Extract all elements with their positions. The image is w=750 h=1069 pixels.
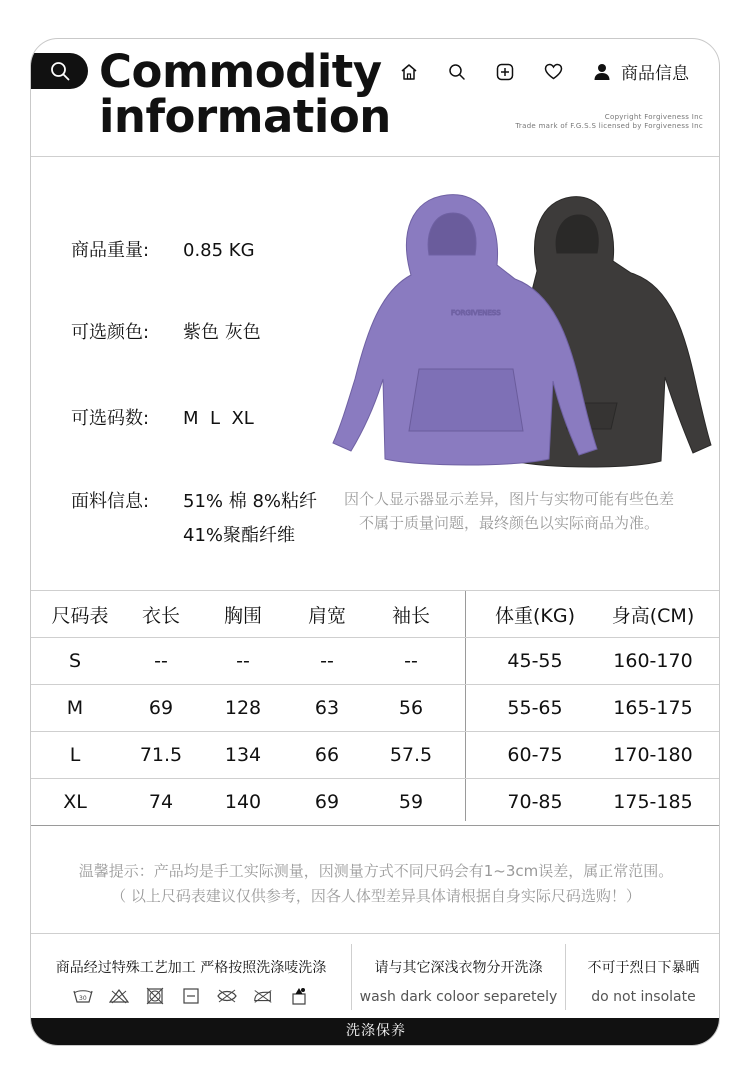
table-cell: 160-170: [613, 650, 693, 672]
product-info-section: [31, 157, 720, 591]
measurement-tips: [31, 822, 720, 934]
table-cell: 60-75: [507, 744, 563, 766]
table-cell: 140: [224, 791, 262, 813]
size-label-cell: XL: [63, 791, 87, 813]
care-col-sun: [566, 934, 720, 1018]
info-value: 51% 棉 8%粘纤: [183, 491, 318, 512]
info-row-fabric: [71, 487, 317, 547]
table-cell: 165-175: [613, 697, 693, 719]
svg-text:30: 30: [79, 995, 87, 1002]
top-nav: [399, 59, 689, 84]
table-row: [31, 779, 720, 826]
table-header: 衣长: [141, 604, 180, 627]
table-cell: 45-55: [507, 650, 563, 672]
table-cell: 57.5: [389, 744, 433, 766]
commodity-card: [30, 38, 720, 1046]
color-disclaimer: [329, 487, 689, 535]
home-icon[interactable]: [399, 62, 419, 82]
hang-dry-icon: [288, 987, 310, 1005]
title-line-2: information: [99, 90, 391, 143]
table-row: [31, 685, 720, 732]
table-cell: 59: [398, 791, 424, 813]
hoodies-image: [301, 193, 720, 473]
search-icon: [50, 61, 70, 81]
tips-line-1: 温馨提示：产品均是手工实际测量，因测量方式不同尺码会有1~3cm误差，属正常范围。: [78, 862, 674, 880]
info-key: 可选码数:: [71, 408, 150, 429]
footer-bar: 洗涤保养: [31, 1018, 720, 1046]
info-row-colors: [71, 318, 261, 344]
table-header: 身高(CM): [611, 604, 695, 627]
care-section: [31, 934, 720, 1018]
user-icon: [593, 63, 611, 81]
table-cell: 63: [314, 697, 340, 719]
table-header: 袖长: [391, 604, 430, 627]
info-key: 面料信息:: [71, 491, 150, 512]
table-cell: 71.5: [139, 744, 183, 766]
table-cell: --: [320, 650, 334, 672]
table-cell: 175-185: [613, 791, 693, 813]
no-bleach-icon: [108, 987, 130, 1005]
plus-square-icon[interactable]: [495, 62, 515, 82]
table-cell: --: [154, 650, 168, 672]
tips-line-2: （ 以上尺码表建议仅供参考，因各人体型差异具体请根据自身实际尺码选购！）: [111, 887, 641, 905]
table-header: 胸围: [223, 604, 262, 627]
title-line-1: Commodity: [99, 45, 382, 98]
table-header-row: [31, 591, 720, 638]
table-row: [31, 732, 720, 779]
care-text-en: do not insolate: [591, 989, 696, 1005]
table-cell: 56: [398, 697, 424, 719]
svg-text:FORGIVENESS: FORGIVENESS: [451, 309, 501, 317]
copyright-line-2: Trade mark of F.G.S.S licensed by Forgiveness Inc: [515, 122, 703, 130]
table-cell: 69: [314, 791, 340, 813]
search-button[interactable]: [31, 53, 88, 89]
header: [31, 39, 720, 157]
table-cell: 128: [224, 697, 262, 719]
product-info-link[interactable]: [593, 59, 689, 84]
info-row-sizes: [71, 404, 254, 430]
info-key: 商品重量:: [71, 240, 150, 261]
info-value: M L XL: [183, 408, 254, 429]
info-value: 紫色 灰色: [183, 322, 261, 343]
info-value: 0.85 KG: [183, 240, 255, 261]
search-icon[interactable]: [447, 62, 467, 82]
heart-icon[interactable]: [543, 62, 563, 82]
info-value-line-2: 41%聚酯纤维: [183, 525, 296, 546]
size-label-cell: S: [68, 650, 82, 672]
table-header: 体重(KG): [494, 604, 575, 627]
flat-dry-icon: [180, 987, 202, 1005]
hand-wash-30-icon: [72, 987, 94, 1005]
copyright-text: [515, 113, 703, 131]
care-col-separate: [352, 934, 565, 1018]
care-icons: [31, 987, 351, 1005]
size-label-cell: L: [69, 744, 81, 766]
table-row: [31, 638, 720, 685]
table-cell: 55-65: [507, 697, 563, 719]
no-iron-icon: [252, 987, 274, 1005]
table-cell: --: [236, 650, 250, 672]
no-wring-icon: [216, 987, 238, 1005]
table-cell: 69: [148, 697, 174, 719]
table-cell: --: [404, 650, 418, 672]
nav-label: 商品信息: [621, 64, 689, 84]
care-text: 商品经过特殊工艺加工 严格按照洗涤唛洗涤: [55, 960, 327, 976]
disclaimer-line-1: 因个人显示器显示差异，图片与实物可能有些色差: [343, 490, 674, 508]
table-cell: 170-180: [613, 744, 693, 766]
page-title: [99, 45, 391, 143]
care-text: 不可于烈日下暴晒: [587, 960, 700, 976]
table-cell: 74: [148, 791, 174, 813]
copyright-line-1: Copyright Forgiveness Inc: [604, 113, 703, 121]
info-row-weight: [71, 236, 255, 262]
size-label-cell: M: [66, 697, 84, 719]
disclaimer-line-2: 不属于质量问题，最终颜色以实际商品为准。: [358, 514, 659, 532]
table-cell: 70-85: [507, 791, 563, 813]
table-header: 肩宽: [307, 604, 346, 627]
care-text: 请与其它深浅衣物分开洗涤: [374, 960, 543, 976]
care-col-special: [31, 934, 351, 1018]
no-tumble-dry-icon: [144, 987, 166, 1005]
table-cell: 134: [224, 744, 262, 766]
table-header: 尺码表: [51, 604, 109, 627]
care-text-en: wash dark coloor separetely: [359, 989, 558, 1005]
table-cell: 66: [314, 744, 340, 766]
info-key: 可选颜色:: [71, 322, 150, 343]
